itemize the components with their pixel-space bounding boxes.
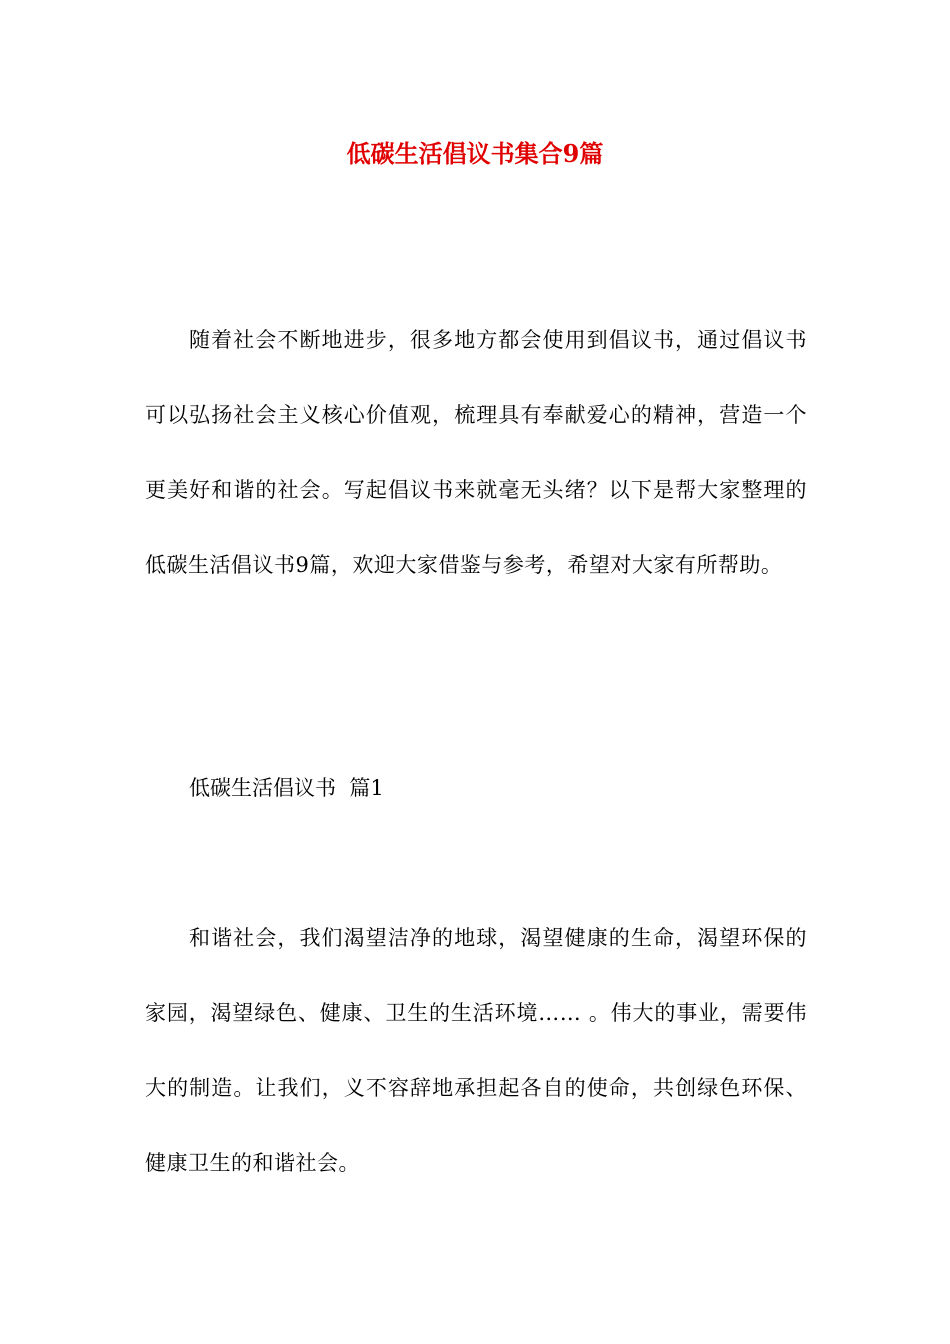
section-body-paragraph: 和谐社会，我们渴望洁净的地球，渴望健康的生命，渴望环保的家园，渴望绿色、健康、卫生的生活环境…… 。伟大的事业，需要伟大的制造。让我们，义不容辞地承担起各自的使命，共创绿色环保、健康卫生的和谐社会。	[145, 926, 807, 1175]
section-heading: 低碳生活倡议书 篇1	[189, 776, 384, 800]
intro-paragraph: 随着社会不断地进步，很多地方都会使用到倡议书，通过倡议书可以弘扬社会主义核心价值观，梳理具有奉献爱心的精神，营造一个更美好和谐的社会。写起倡议书来就毫无头绪？以下是帮大家整理的低碳生活倡议书9篇，欢迎大家借鉴与参考，希望对大家有所帮助。	[145, 328, 807, 577]
document-title: 低碳生活倡议书集合9篇	[346, 139, 604, 168]
